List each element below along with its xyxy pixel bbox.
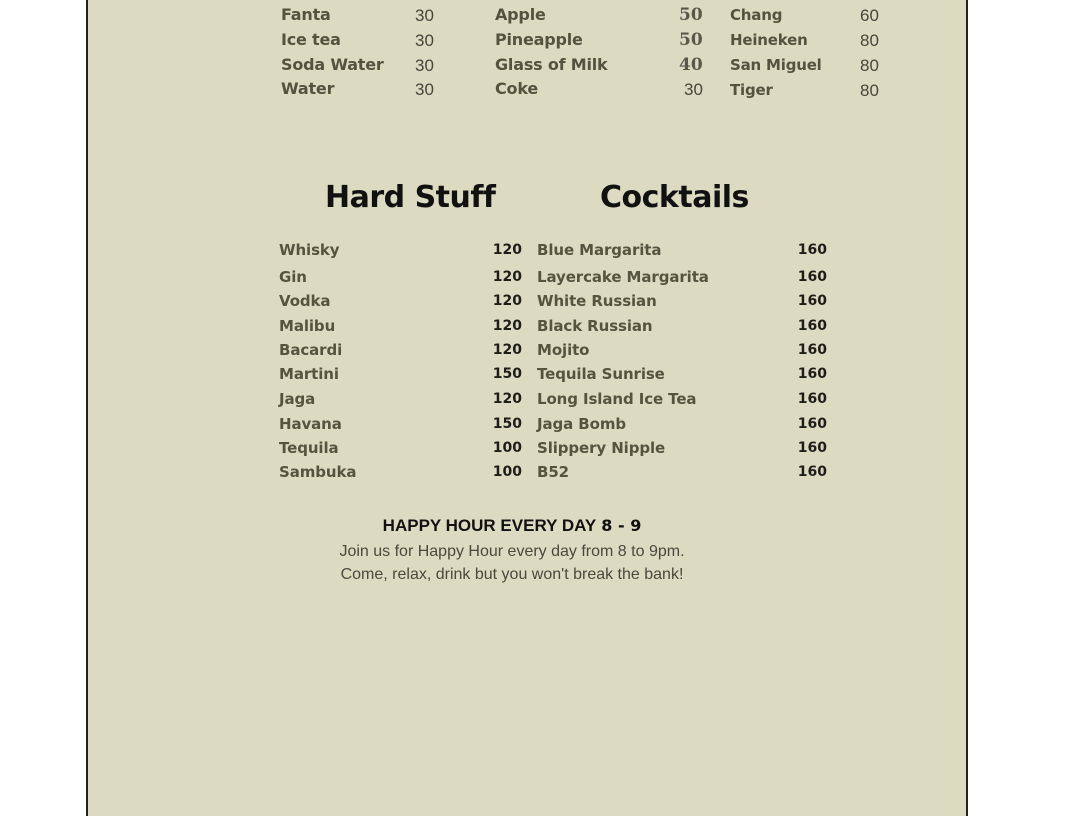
menu-item-name: White Russian: [537, 292, 657, 310]
menu-item-price: 100: [492, 464, 522, 480]
menu-item-price: 160: [797, 391, 827, 407]
menu-item-name: San Miguel: [730, 56, 822, 74]
menu-item-name: Soda Water: [281, 55, 384, 74]
menu-item-price: 30: [415, 80, 434, 99]
menu-item-name: Coke: [495, 79, 538, 98]
menu-item-price: 50: [679, 30, 703, 50]
menu-item-price: 30: [415, 56, 434, 75]
happy-hour-line-1: Join us for Happy Hour every day from 8 to 9pm.: [339, 543, 685, 560]
menu-item-price: 160: [797, 242, 827, 258]
menu-item-name: Gin: [279, 268, 307, 286]
menu-item-price: 150: [492, 416, 522, 432]
menu-item-price: 160: [797, 318, 827, 334]
menu-item-name: Sambuka: [279, 463, 357, 481]
menu-item-name: Ice tea: [281, 30, 341, 49]
menu-item-name: Slippery Nipple: [537, 439, 666, 457]
happy-hour-line-2: Come, relax, drink but you won't break the bank!: [340, 566, 684, 583]
menu-item-name: Fanta: [281, 5, 331, 24]
menu-item-price: 30: [415, 6, 434, 25]
menu-item-price: 160: [797, 440, 827, 456]
menu-item-name: Layercake Margarita: [537, 268, 709, 286]
menu-item-price: 100: [492, 440, 522, 456]
menu-item-price: 160: [797, 416, 827, 432]
hard-stuff-heading: Hard Stuff: [325, 180, 496, 215]
menu-item-price: 160: [797, 366, 827, 382]
menu-item-name: Water: [281, 79, 335, 98]
happy-hour-title: [302, 516, 722, 536]
menu-item-price: 120: [492, 242, 522, 258]
menu-item-price: 30: [684, 80, 703, 99]
menu-item-price: 60: [860, 6, 879, 25]
menu-item-name: Tequila Sunrise: [537, 365, 665, 383]
menu-item-price: 80: [860, 56, 879, 75]
menu-item-price: 120: [492, 391, 522, 407]
menu-item-price: 120: [492, 269, 522, 285]
menu-item-name: Pineapple: [495, 30, 583, 49]
menu-item-name: Whisky: [279, 241, 340, 259]
menu-item-price: 120: [492, 293, 522, 309]
menu-item-name: Vodka: [279, 292, 331, 310]
menu-item-price: 40: [679, 55, 703, 75]
menu-item-name: Black Russian: [537, 317, 653, 335]
menu-item-name: Malibu: [279, 317, 336, 335]
menu-item-name: Heineken: [730, 31, 808, 49]
happy-hour-hours: 8 - 9: [601, 516, 642, 535]
menu-item-price: 120: [492, 342, 522, 358]
menu-item-price: 150: [492, 366, 522, 382]
menu-item-name: Jaga: [279, 390, 316, 408]
menu-item-name: Bacardi: [279, 341, 343, 359]
menu-item-price: 120: [492, 318, 522, 334]
menu-item-price: 30: [415, 31, 434, 50]
menu-item-name: Long Island Ice Tea: [537, 390, 697, 408]
menu-item-price: 80: [860, 81, 879, 100]
menu-item-price: 160: [797, 464, 827, 480]
menu-item-price: 160: [797, 342, 827, 358]
menu-item-name: B52: [537, 463, 570, 481]
menu-item-price: 50: [679, 5, 703, 25]
menu-item-name: Glass of Milk: [495, 55, 608, 74]
menu-item-price: 160: [797, 269, 827, 285]
menu-item-name: Blue Margarita: [537, 241, 662, 259]
menu-item-name: Chang: [730, 6, 783, 24]
cocktails-heading: Cocktails: [600, 180, 749, 215]
menu-item-name: Jaga Bomb: [537, 415, 626, 433]
menu-item-name: Mojito: [537, 341, 590, 359]
menu-item-price: 80: [860, 31, 879, 50]
menu-item-name: Apple: [495, 5, 546, 24]
menu-item-name: Martini: [279, 365, 339, 383]
happy-hour-title-text: HAPPY HOUR EVERY DAY: [382, 516, 597, 535]
menu-item-price: 160: [797, 293, 827, 309]
menu-item-name: Havana: [279, 415, 342, 433]
menu-page: [86, 0, 968, 816]
menu-item-name: Tiger: [730, 81, 773, 99]
menu-item-name: Tequila: [279, 439, 339, 457]
